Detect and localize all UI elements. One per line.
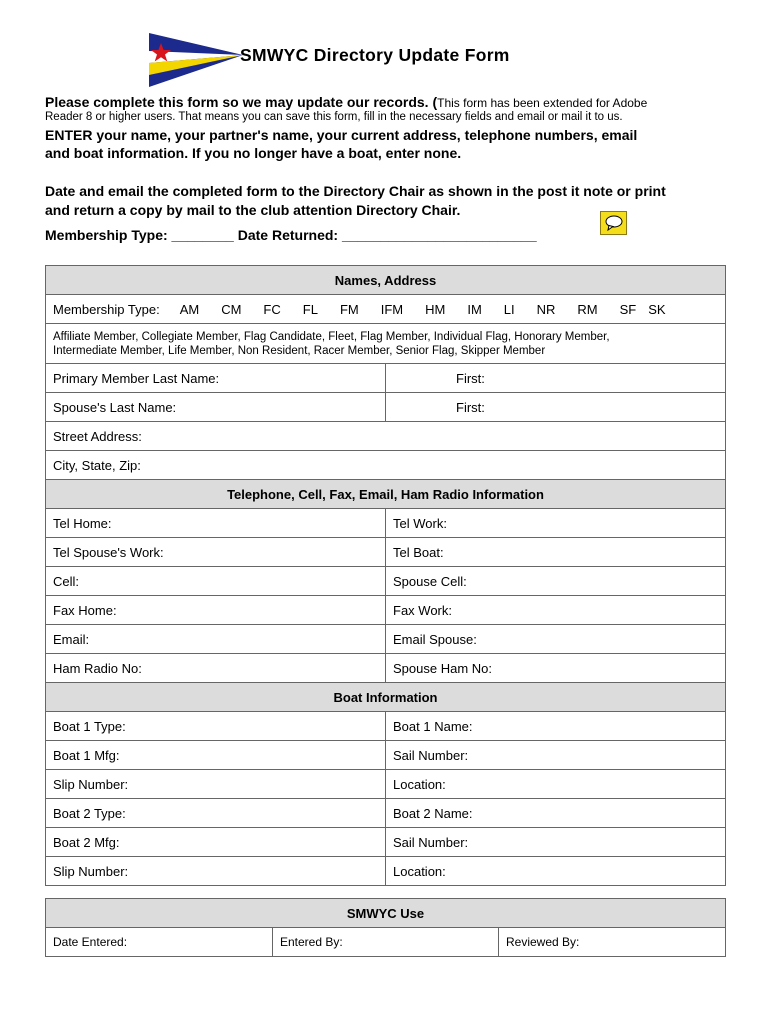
tel-spouse-work-field[interactable]: Tel Spouse's Work:: [46, 538, 386, 567]
membership-code-hm[interactable]: HM: [425, 301, 446, 317]
smwyc-use-header: SMWYC Use: [46, 899, 726, 928]
date-entered-field[interactable]: Date Entered:: [46, 928, 273, 957]
intro-line-6: and return a copy by mail to the club attention Directory Chair.: [45, 202, 461, 218]
membership-code-fl[interactable]: FL: [302, 301, 318, 317]
city-state-zip-field[interactable]: City, State, Zip:: [46, 451, 726, 480]
boat-1-mfg-field[interactable]: Boat 1 Mfg:: [46, 741, 386, 770]
boat-information-header: Boat Information: [46, 683, 726, 712]
cell-field[interactable]: Cell:: [46, 567, 386, 596]
primary-last-name-field[interactable]: Primary Member Last Name:: [46, 364, 386, 393]
spouse-first-name-field[interactable]: [386, 393, 726, 422]
membership-date-returned-line: Membership Type: ________ Date Returned: _________________________: [45, 227, 537, 243]
email-field[interactable]: Email:: [46, 625, 386, 654]
membership-code-ifm[interactable]: IFM: [380, 301, 404, 317]
membership-type-descriptions: [46, 324, 726, 364]
membership-code-nr[interactable]: NR: [536, 301, 556, 317]
post-it-note-icon[interactable]: [600, 211, 627, 235]
membership-code-sf[interactable]: SF: [619, 301, 637, 317]
primary-first-name-field[interactable]: [386, 364, 726, 393]
membership-code-sk[interactable]: SK: [648, 301, 666, 317]
membership-code-im[interactable]: IM: [467, 301, 482, 317]
spouse-first-label: First:: [456, 399, 485, 415]
street-address-field[interactable]: Street Address:: [46, 422, 726, 451]
names-address-header: Names, Address: [46, 266, 726, 295]
intro-line-5: Date and email the completed form to the Directory Chair as shown in the post it note or print: [45, 183, 666, 199]
membership-type-label: Membership Type:: [53, 301, 160, 317]
boat-1-slip-number-field[interactable]: Slip Number:: [46, 770, 386, 799]
smwyc-use-table: [45, 898, 726, 957]
reviewed-by-field[interactable]: Reviewed By:: [499, 928, 726, 957]
fax-work-field[interactable]: Fax Work:: [386, 596, 726, 625]
boat-2-name-field[interactable]: Boat 2 Name:: [386, 799, 726, 828]
membership-code-rm[interactable]: RM: [577, 301, 598, 317]
tel-boat-field[interactable]: Tel Boat:: [386, 538, 726, 567]
intro-line-1-bold: Please complete this form so we may update our records. (: [45, 94, 438, 110]
entered-by-field[interactable]: Entered By:: [273, 928, 499, 957]
boat-1-type-field[interactable]: Boat 1 Type:: [46, 712, 386, 741]
membership-code-cm[interactable]: CM: [221, 301, 242, 317]
boat-2-type-field[interactable]: Boat 2 Type:: [46, 799, 386, 828]
tel-home-field[interactable]: Tel Home:: [46, 509, 386, 538]
spouse-ham-field[interactable]: Spouse Ham No:: [386, 654, 726, 683]
ham-radio-field[interactable]: Ham Radio No:: [46, 654, 386, 683]
telephone-header: Telephone, Cell, Fax, Email, Ham Radio Information: [46, 480, 726, 509]
fax-home-field[interactable]: Fax Home:: [46, 596, 386, 625]
smwyc-burgee-logo: [147, 33, 243, 87]
directory-form-table: [45, 265, 726, 886]
tel-work-field[interactable]: Tel Work:: [386, 509, 726, 538]
membership-code-fc[interactable]: FC: [263, 301, 281, 317]
membership-code-am[interactable]: AM: [179, 301, 200, 317]
intro-line-2: Reader 8 or higher users. That means you can save this form, fill in the necessary fields and email or mail it to us.: [45, 111, 623, 123]
membership-desc-line-2: Intermediate Member, Life Member, Non Resident, Racer Member, Senior Flag, Skipper Member: [53, 344, 546, 357]
boat-2-slip-number-field[interactable]: Slip Number:: [46, 857, 386, 886]
membership-code-fm[interactable]: FM: [339, 301, 359, 317]
intro-line-1: [45, 94, 725, 110]
spouse-last-name-field[interactable]: Spouse's Last Name:: [46, 393, 386, 422]
intro-line-4: and boat information. If you no longer have a boat, enter none.: [45, 145, 462, 161]
primary-first-label: First:: [456, 370, 485, 386]
spouse-cell-field[interactable]: Spouse Cell:: [386, 567, 726, 596]
boat-2-mfg-field[interactable]: Boat 2 Mfg:: [46, 828, 386, 857]
boat-1-location-field[interactable]: Location:: [386, 770, 726, 799]
membership-desc-line-1: Affiliate Member, Collegiate Member, Flag Candidate, Fleet, Flag Member, Individual Flag, Honorary Member,: [53, 330, 610, 343]
boat-2-sail-number-field[interactable]: Sail Number:: [386, 828, 726, 857]
boat-1-sail-number-field[interactable]: Sail Number:: [386, 741, 726, 770]
email-spouse-field[interactable]: Email Spouse:: [386, 625, 726, 654]
intro-line-3: ENTER your name, your partner's name, your current address, telephone numbers, email: [45, 127, 638, 143]
membership-type-row: [46, 295, 726, 324]
membership-code-li[interactable]: LI: [503, 301, 515, 317]
boat-2-location-field[interactable]: Location:: [386, 857, 726, 886]
form-title: SMWYC Directory Update Form: [240, 45, 510, 65]
boat-1-name-field[interactable]: Boat 1 Name:: [386, 712, 726, 741]
intro-line-1-rest: This form has been extended for Adobe: [437, 96, 648, 110]
